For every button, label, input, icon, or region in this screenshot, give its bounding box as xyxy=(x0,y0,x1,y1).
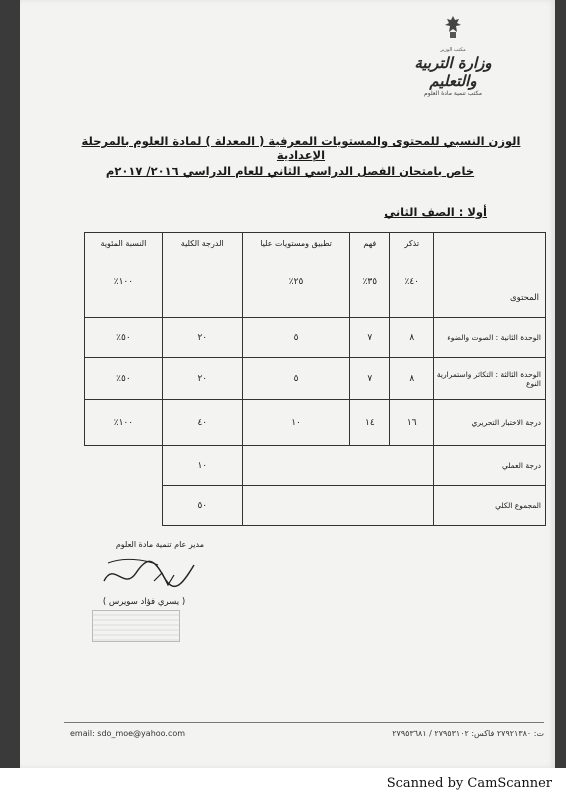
office-label: مكتب تنمية مادة العلوم xyxy=(424,90,482,97)
ministry-header xyxy=(393,14,513,98)
practical-empty-cell xyxy=(242,446,434,486)
remember-percent: ٤٠٪ xyxy=(404,277,419,287)
faded-stamp xyxy=(92,610,180,642)
practical-blank xyxy=(85,446,163,486)
ministry-small-label: مكتب الوزير xyxy=(440,47,466,53)
row-content: الوحدة الثالثة : التكاثر واستمرارية النوع xyxy=(434,358,546,400)
grand-total-row xyxy=(85,486,546,526)
signatory-name: ( يسري فؤاد سويرس ) xyxy=(102,597,186,607)
understand-percent: ٣٥٪ xyxy=(362,277,378,287)
content-header: المحتوى xyxy=(434,233,546,318)
understand-header xyxy=(350,233,390,318)
row-total: ٢٠ xyxy=(162,358,242,400)
grand-total-empty-cell xyxy=(242,486,434,526)
scanner-watermark: Scanned by CamScanner xyxy=(386,776,552,791)
row-apply: ٥ xyxy=(242,318,350,358)
table-row xyxy=(85,318,546,358)
row-percent: ٥٠٪ xyxy=(85,358,163,400)
row-remember: ٨ xyxy=(390,358,434,400)
row-understand: ١٤ xyxy=(350,400,390,446)
footer-phones: ت: ٢٧٩٢١٣٨٠ فاكس: ٢٧٩٥٣١٠٢ / ٢٧٩٥٣٦٨١ xyxy=(392,729,544,738)
percent-header xyxy=(85,233,163,318)
row-percent: ١٠٠٪ xyxy=(85,400,163,446)
grand-total-value: ٥٠ xyxy=(162,486,242,526)
table-row xyxy=(85,358,546,400)
row-apply: ١٠ xyxy=(242,400,350,446)
percent-total-value: ١٠٠٪ xyxy=(113,277,134,287)
signature-block xyxy=(84,540,204,607)
row-understand: ٧ xyxy=(350,318,390,358)
handwritten-signature xyxy=(94,551,204,595)
document-subtitle: خاص بامتحان الفصل الدراسي الثاني للعام الدراسي ٢٠١٦/ ٢٠١٧م xyxy=(105,164,475,178)
footer-divider xyxy=(64,722,544,723)
weights-table xyxy=(84,232,546,526)
row-content: الوحدة الثانية : الصوت والضوء xyxy=(434,318,546,358)
section-title: أولا : الصف الثاني xyxy=(384,205,487,219)
table-header-row xyxy=(85,233,546,318)
percent-label: النسبة المئوية xyxy=(100,239,147,248)
signature-title: مدير عام تنمية مادة العلوم xyxy=(115,540,204,549)
row-remember: ٨ xyxy=(390,318,434,358)
practical-label: درجة العملي xyxy=(434,446,546,486)
document-page xyxy=(20,0,555,768)
row-remember: ١٦ xyxy=(390,400,434,446)
apply-header xyxy=(242,233,350,318)
footer-email: email: sdo_moe@yahoo.com xyxy=(70,729,186,738)
row-apply: ٥ xyxy=(242,358,350,400)
ministry-logo-text: وزارة التربية والتعليم xyxy=(414,54,492,90)
practical-value: ١٠ xyxy=(162,446,242,486)
remember-header xyxy=(390,233,434,318)
apply-percent: ٢٥٪ xyxy=(288,277,304,287)
understand-label: فهم xyxy=(363,239,377,248)
row-content: درجة الاختبار التحريري xyxy=(434,400,546,446)
row-understand: ٧ xyxy=(350,358,390,400)
apply-label: تطبيق ومستويات عليا xyxy=(260,239,332,248)
total-label: الدرجة الكلية xyxy=(180,239,224,248)
grand-total-label: المجموع الكلي xyxy=(434,486,546,526)
grand-total-blank xyxy=(85,486,163,526)
remember-label: تذكر xyxy=(404,239,420,248)
eagle-emblem-icon xyxy=(442,14,464,40)
row-percent: ٥٠٪ xyxy=(85,318,163,358)
table-row xyxy=(85,400,546,446)
practical-row xyxy=(85,446,546,486)
total-header xyxy=(162,233,242,318)
row-total: ٤٠ xyxy=(162,400,242,446)
row-total: ٢٠ xyxy=(162,318,242,358)
document-title: الوزن النسبي للمحتوى والمستويات المعرفية ( المعدلة ) لمادة العلوم بالمرحلة الإعدادية xyxy=(81,134,521,162)
